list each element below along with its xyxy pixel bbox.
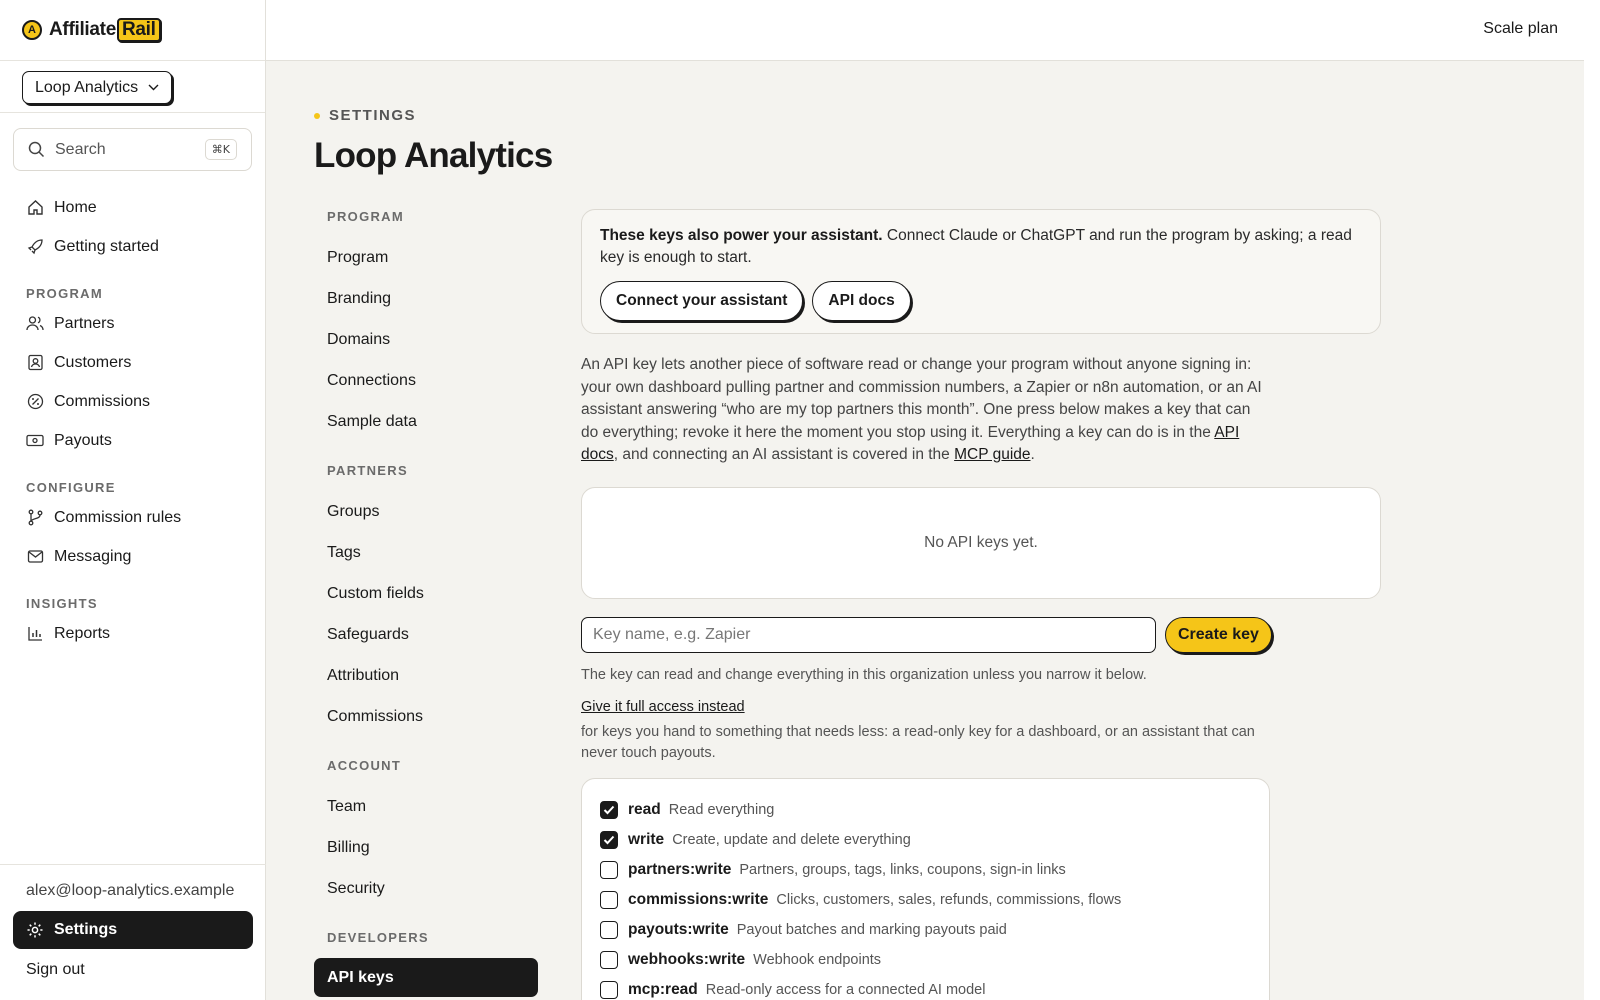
create-key-row [581, 617, 1381, 653]
sidebar-item-label: Commissions [54, 392, 151, 410]
sidebar-item-reports[interactable] [0, 614, 266, 653]
explainer-text-2: , and connecting an AI assistant is covered in the [613, 446, 955, 463]
plan-label[interactable]: Scale plan [1483, 20, 1558, 37]
subnav-item-tags[interactable]: Tags [327, 544, 361, 561]
scope-name: read [628, 800, 661, 818]
sidebar-section-program: PROGRAM [26, 286, 103, 301]
banknote-icon [26, 432, 44, 450]
chevron-down-icon [148, 84, 159, 91]
sidebar-item-label: Getting started [54, 237, 159, 255]
sidebar-item-label: Home [54, 198, 97, 216]
sidebar-item-label: Commission rules [54, 508, 182, 526]
scope-list [581, 778, 1270, 1000]
sign-out-link[interactable]: Sign out [26, 961, 85, 978]
subnav-item-attribution[interactable]: Attribution [327, 667, 400, 684]
page-eyebrow [314, 107, 416, 124]
org-switcher-button[interactable] [22, 71, 172, 104]
api-docs-button[interactable]: API docs [812, 281, 910, 321]
subnav-item-connections[interactable]: Connections [327, 372, 416, 389]
search-shortcut: ⌘K [205, 139, 237, 160]
brand-logo[interactable] [0, 0, 265, 61]
sidebar-nav [0, 188, 266, 653]
sidebar-item-commission-rules[interactable] [0, 498, 266, 537]
users-icon [26, 315, 44, 333]
sidebar-item-label: Payouts [54, 431, 112, 449]
explainer-text-1: An API key lets another piece of software read or change your program without anyone signing in: your own dashboard pulling partner and commission numbers, a Zapier or n8n automation, or an AI assistant answering “who are my top partners this month”. One press below makes a key that can do everything; revoke it here the moment you stop using it. Everything a key can do is in the [581, 356, 1262, 441]
scope-description: Read-only access for a connected AI model [705, 981, 986, 998]
scope-row-read[interactable] [600, 795, 1251, 825]
scope-row-write[interactable] [600, 825, 1251, 855]
subnav-item-groups[interactable]: Groups [327, 503, 380, 520]
api-keys-panel [581, 209, 1381, 1000]
checkbox-checked[interactable] [600, 831, 618, 849]
bar-chart-icon [26, 625, 44, 643]
sidebar-item-label: Customers [54, 353, 132, 371]
brand-name-first: Affiliate [49, 19, 116, 40]
checkbox-unchecked[interactable] [600, 921, 618, 939]
sidebar-item-commissions[interactable] [0, 382, 266, 421]
brand-name [49, 18, 161, 42]
scope-row-mcp-read[interactable] [600, 975, 1251, 1000]
assistant-callout-body: Connect Claude or ChatGPT and run the program by asking; a read key is enough to start. [600, 227, 1352, 266]
subnav-item-sample-data[interactable]: Sample data [327, 413, 417, 430]
subnav-item-program[interactable]: Program [327, 249, 389, 266]
rocket-icon [26, 238, 44, 256]
check-icon [603, 805, 615, 815]
branch-icon [26, 509, 44, 527]
api-docs-link[interactable]: API docs [581, 423, 1240, 463]
scope-name: partners:write [628, 860, 732, 878]
search-icon [28, 141, 45, 158]
sidebar-account [0, 864, 266, 1000]
key-name-input[interactable] [581, 617, 1156, 653]
sidebar-section-configure: CONFIGURE [26, 480, 116, 495]
org-switcher-row [0, 61, 265, 113]
sidebar-item-label: Messaging [54, 547, 132, 565]
subnav-item-billing[interactable]: Billing [327, 839, 370, 856]
connect-assistant-button[interactable]: Connect your assistant [600, 281, 803, 321]
sidebar-item-label: Reports [54, 624, 111, 642]
sidebar-item-label: Partners [54, 314, 115, 332]
home-icon [26, 199, 44, 217]
subnav-section-developers: DEVELOPERS [327, 930, 429, 945]
checkbox-unchecked[interactable] [600, 861, 618, 879]
user-email: alex@loop-analytics.example [26, 882, 235, 899]
settings-subnav [314, 205, 538, 997]
scope-row-webhooks-write[interactable] [600, 945, 1251, 975]
sidebar-item-partners[interactable] [0, 304, 266, 343]
subnav-item-security[interactable]: Security [327, 880, 385, 897]
assistant-callout [581, 209, 1381, 334]
search-label: Search [55, 140, 106, 158]
sidebar-item-home[interactable] [0, 188, 266, 227]
subnav-item-commissions[interactable]: Commissions [327, 708, 424, 725]
subnav-item-custom-fields[interactable]: Custom fields [327, 585, 424, 602]
scope-description: Payout batches and marking payouts paid [736, 921, 1007, 938]
scope-name: commissions:write [628, 890, 769, 908]
sidebar [0, 0, 266, 1000]
check-icon [603, 835, 615, 845]
sidebar-item-messaging[interactable] [0, 537, 266, 576]
assistant-callout-text [600, 225, 1362, 269]
api-keys-empty-state [581, 487, 1381, 599]
create-key-button[interactable]: Create key [1165, 617, 1272, 653]
brand-name-second: Rail [117, 18, 161, 42]
scope-description: Partners, groups, tags, links, coupons, sign-in links [739, 861, 1066, 878]
scope-description: Create, update and delete everything [672, 831, 911, 848]
full-access-link[interactable]: Give it full access instead [581, 698, 745, 715]
mail-icon [26, 548, 44, 566]
checkbox-unchecked[interactable] [600, 951, 618, 969]
subnav-section-program: PROGRAM [327, 209, 404, 224]
sidebar-item-payouts[interactable] [0, 421, 266, 460]
scope-name: webhooks:write [628, 950, 746, 968]
eyebrow-dot-icon [314, 113, 320, 119]
sidebar-item-label: Settings [54, 921, 118, 938]
percent-badge-icon [26, 393, 44, 411]
scope-name: payouts:write [628, 920, 729, 938]
checkbox-unchecked[interactable] [600, 981, 618, 999]
sidebar-search[interactable] [13, 128, 252, 171]
empty-state-message: No API keys yet. [924, 533, 1038, 551]
full-access-note: for keys you hand to something that needs less: a read-only key for a dashboard, or an assistant that can never touch payouts. [581, 723, 1255, 761]
create-key-hint: The key can read and change everything in this organization unless you narrow it below. [581, 666, 1147, 683]
checkbox-checked[interactable] [600, 801, 618, 819]
gear-icon [26, 921, 44, 939]
top-bar [266, 0, 1584, 61]
scope-name: write [628, 830, 665, 848]
scope-description: Read everything [668, 801, 775, 818]
subnav-section-partners: PARTNERS [327, 463, 408, 478]
scope-row-partners-write[interactable] [600, 855, 1251, 885]
sidebar-section-insights: INSIGHTS [26, 596, 98, 611]
scope-description: Webhook endpoints [753, 951, 882, 968]
checkbox-unchecked[interactable] [600, 891, 618, 909]
sidebar-item-settings[interactable] [13, 911, 253, 949]
eyebrow-label: SETTINGS [329, 107, 417, 124]
scope-name: mcp:read [628, 980, 698, 998]
page-title: Loop Analytics [314, 136, 553, 175]
subnav-item-api-keys[interactable]: API keys [314, 958, 538, 997]
brand-mark-icon: A [22, 20, 42, 40]
assistant-callout-actions [600, 281, 1362, 321]
scope-description: Clicks, customers, sales, refunds, commissions, flows [776, 891, 1122, 908]
subnav-section-account: ACCOUNT [327, 758, 402, 773]
scope-row-commissions-write[interactable] [600, 885, 1251, 915]
org-switcher-label: Loop Analytics [35, 78, 139, 96]
contact-card-icon [26, 354, 44, 372]
api-key-explainer [581, 354, 1271, 467]
subnav-item-domains[interactable]: Domains [327, 331, 391, 348]
subnav-item-safeguards[interactable]: Safeguards [327, 626, 409, 643]
subnav-item-branding[interactable]: Branding [327, 290, 392, 307]
sidebar-item-customers[interactable] [0, 343, 266, 382]
explainer-text-3: . [1030, 446, 1035, 463]
page-scrollbar-track[interactable] [1584, 0, 1600, 1000]
assistant-callout-lead: These keys also power your assistant. [600, 227, 883, 244]
mcp-guide-link[interactable]: MCP guide [954, 446, 1031, 463]
subnav-item-team[interactable]: Team [327, 798, 367, 815]
sidebar-item-getting-started[interactable] [0, 227, 266, 266]
scope-row-payouts-write[interactable] [600, 915, 1251, 945]
